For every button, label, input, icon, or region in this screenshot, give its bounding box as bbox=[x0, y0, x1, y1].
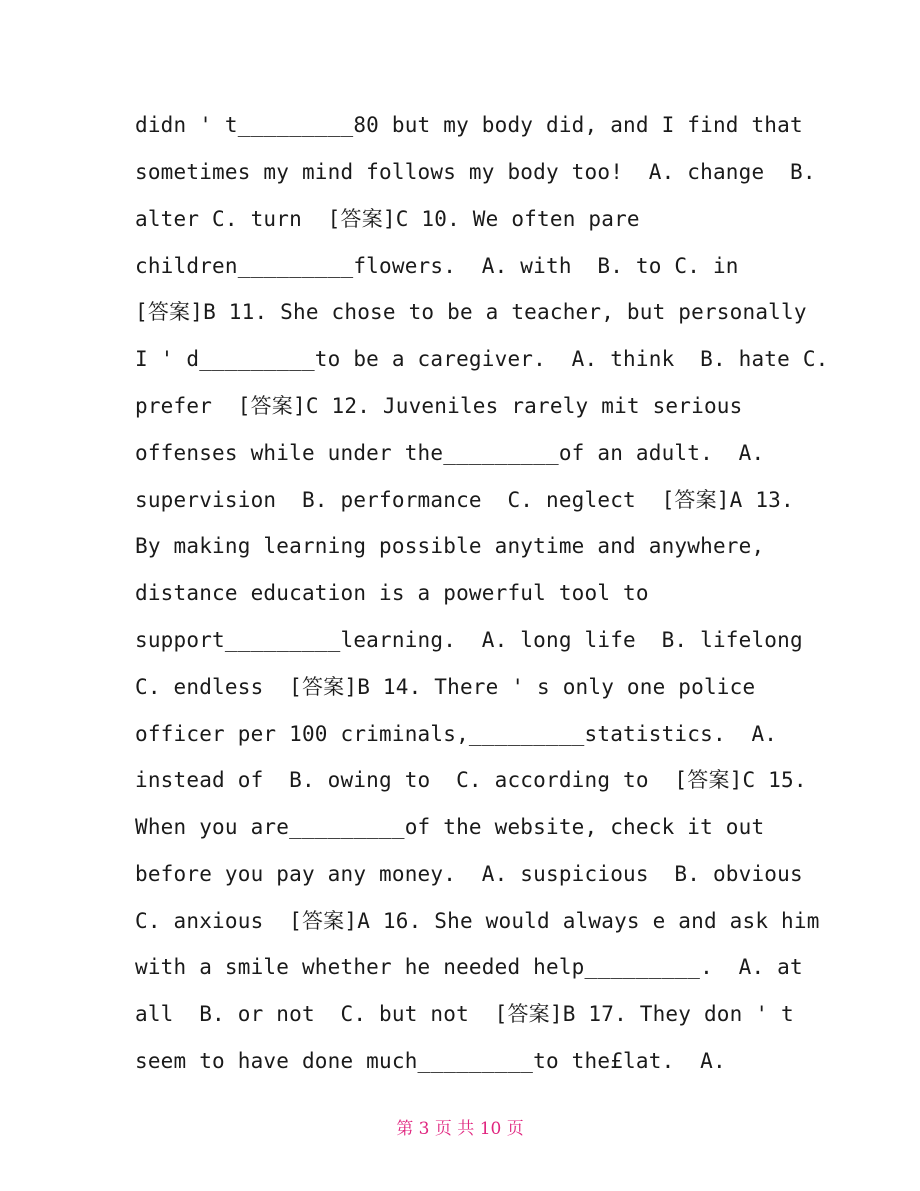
text-line: distance education is a powerful tool to bbox=[135, 581, 649, 605]
text-line: I ' d_________to be a caregiver. A. think B. hate C. bbox=[135, 347, 829, 371]
text-line: before you pay any money. A. suspicious B. obvious bbox=[135, 862, 803, 886]
text-line: [答案]B 11. She chose to be a teacher, but personally bbox=[135, 300, 807, 324]
text-line: sometimes my mind follows my body too! A. change B. bbox=[135, 160, 816, 184]
text-line: officer per 100 criminals,_________statistics. A. bbox=[135, 722, 778, 746]
text-line: all B. or not C. but not [答案]B 17. They don ' t bbox=[135, 1002, 794, 1026]
text-line: C. anxious [答案]A 16. She would always e and ask him bbox=[135, 909, 820, 933]
text-line: supervision B. performance C. neglect [答案]A 13. bbox=[135, 488, 794, 512]
text-line: By making learning possible anytime and anywhere, bbox=[135, 534, 765, 558]
text-line: C. endless [答案]B 14. There ' s only one police bbox=[135, 675, 756, 699]
text-line: support_________learning. A. long life B. lifelong bbox=[135, 628, 803, 652]
text-line: seem to have done much_________to the£lat. A. bbox=[135, 1049, 726, 1073]
text-line: When you are_________of the website, check it out bbox=[135, 815, 765, 839]
text-line: prefer [答案]C 12. Juveniles rarely mit serious bbox=[135, 394, 743, 418]
page-number-footer: 第 3 页 共 10 页 bbox=[396, 1119, 524, 1139]
text-line: didn ' t_________80 but my body did, and I find that bbox=[135, 113, 803, 137]
text-line: children_________flowers. A. with B. to C. in bbox=[135, 254, 739, 278]
text-line: instead of B. owing to C. according to [答案]C 15. bbox=[135, 768, 807, 792]
text-line: alter C. turn [答案]C 10. We often pare bbox=[135, 207, 640, 231]
text-line: with a smile whether he needed help_________. A. at bbox=[135, 955, 803, 979]
text-line: offenses while under the_________of an adult. A. bbox=[135, 441, 765, 465]
